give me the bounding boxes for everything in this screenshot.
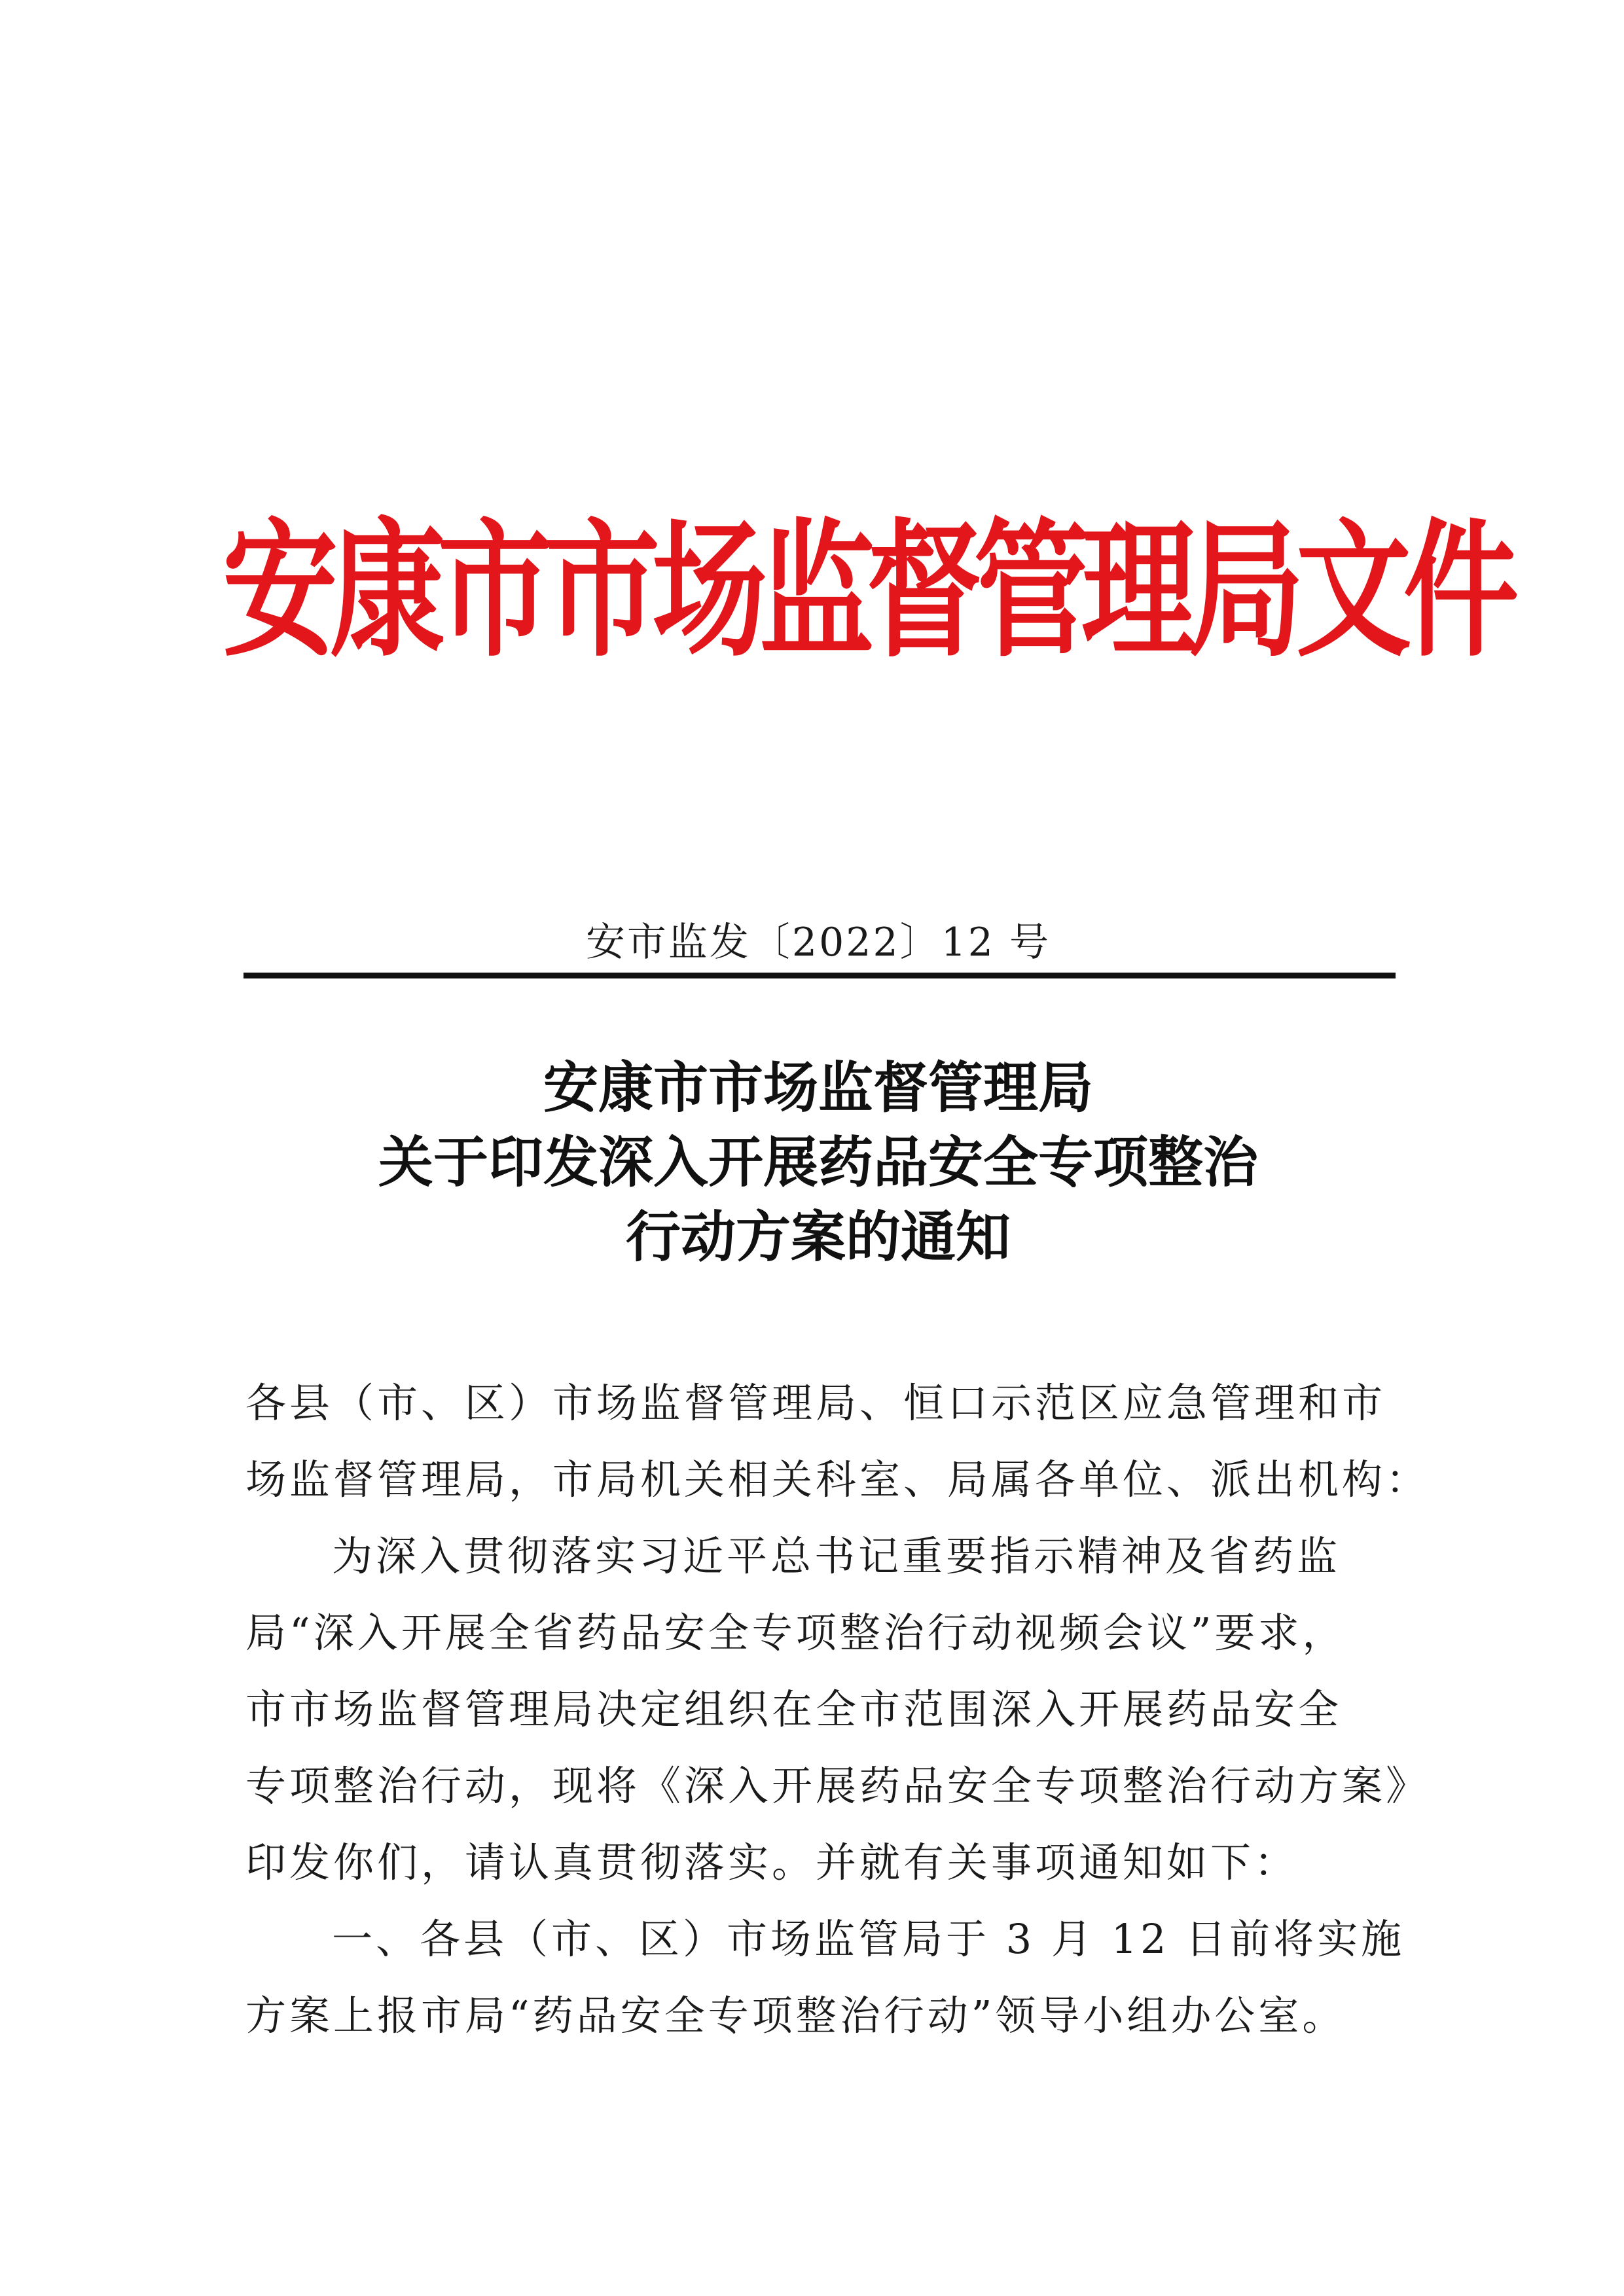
document-title	[242, 1050, 1394, 1274]
paragraph-line: 局“深入开展全省药品安全专项整治行动视频会议”要求，	[245, 1609, 1346, 1657]
paragraph-line: 为深入贯彻落实习近平总书记重要指示精神及省药监	[332, 1532, 1341, 1580]
title-line-2: 关于印发深入开展药品安全专项整治	[378, 1130, 1258, 1194]
document-body	[245, 1365, 1430, 2054]
addressee-line-1: 各县（市、区）市场监督管理局、恒口示范区应急管理和市	[245, 1379, 1386, 1427]
title-line-1: 安康市市场监督管理局	[543, 1055, 1093, 1120]
paragraph-line: 市市场监督管理局决定组织在全市范围深入开展药品安全	[245, 1685, 1343, 1733]
paragraph-line: 印发你们，请认真贯彻落实。并就有关事项通知如下：	[245, 1839, 1299, 1886]
item-line: 一、各县（市、区）市场监管局于 3 月 12 日前将实施	[332, 1915, 1405, 1963]
issuer-banner: 安康市市场监督管理局文件	[223, 503, 1511, 677]
title-line-3: 行动方案的通知	[625, 1204, 1011, 1269]
document-number: 安市监发〔2022〕12 号	[585, 920, 1051, 965]
separator-rule	[244, 973, 1396, 978]
addressee-line-2: 场监督管理局，市局机关相关科室、局属各单位、派出机构：	[245, 1456, 1430, 1503]
item-line: 方案上报市局“药品安全专项整治行动”领导小组办公室。	[245, 1992, 1346, 2039]
paragraph-line: 专项整治行动，现将《深入开展药品安全专项整治行动方案》	[245, 1762, 1430, 1810]
